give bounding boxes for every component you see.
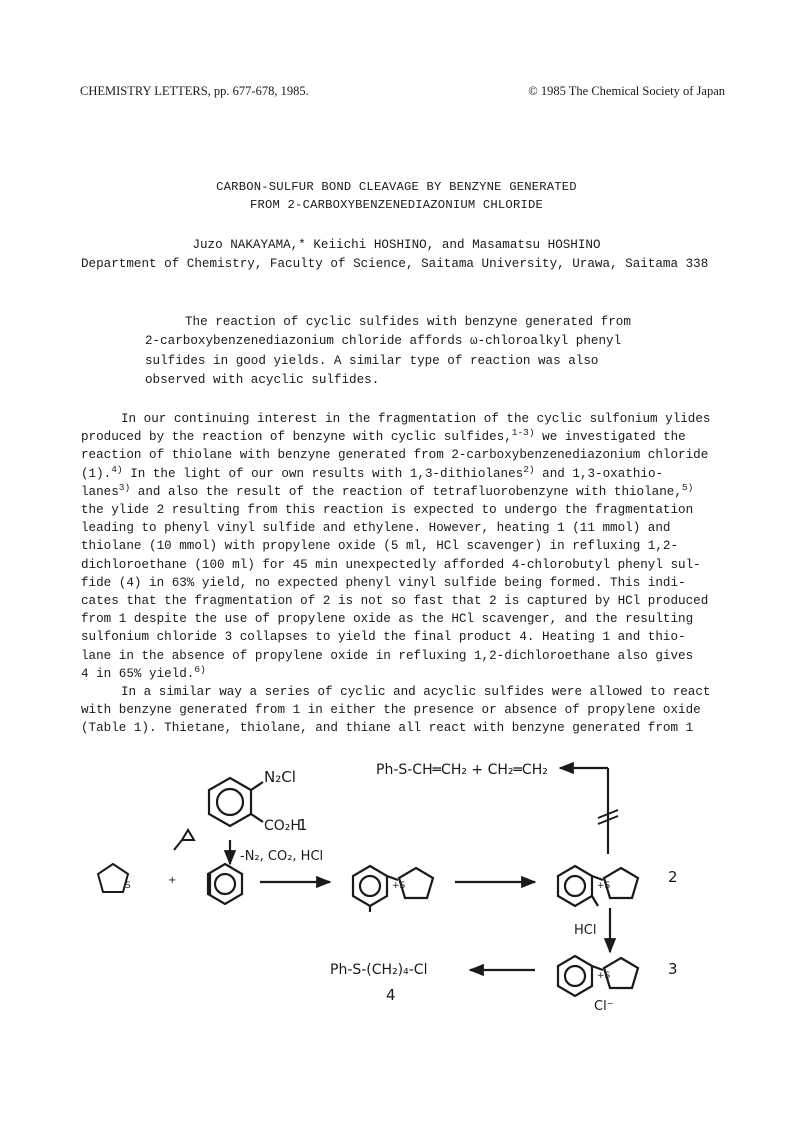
compound-label-2: 2	[668, 868, 678, 886]
abstract-line: observed with acyclic sulfides.	[145, 372, 380, 387]
sulfonium-sulfur: +S	[392, 881, 406, 891]
body-line: 4 in 65% yield.$^{6)}$	[81, 663, 206, 681]
body-line: In our continuing interest in the fragmentation of the cyclic sulfonium ylides	[121, 412, 711, 426]
abstract	[145, 313, 665, 390]
body-line: the ylide 2 resulting from this reaction is expected to undergo the fragmentation	[81, 503, 694, 518]
body-line: In a similar way a series of cyclic and acyclic sulfides were allowed to react	[121, 685, 711, 700]
compound-label-4: 4	[386, 986, 396, 1004]
arrow-conditions: -N₂, CO₂, HCl	[240, 849, 324, 864]
citation-sup: 5)	[681, 481, 694, 493]
body-line: cates that the fragmentation of 2 is not so fast that 2 is captured by HCl produced	[81, 594, 709, 609]
body-line: lane in the absence of propylene oxide in refluxing 1,2-dichloroethane also gives	[81, 648, 694, 663]
reaction-scheme	[80, 752, 730, 1022]
copyright-notice: © 1985 The Chemical Society of Japan	[528, 84, 725, 98]
citation-sup: 2)	[523, 463, 535, 475]
compound-1-benzene-ring	[209, 778, 263, 826]
propylene-oxide-structure	[174, 830, 194, 850]
compound-3-sulfur: +S	[597, 971, 611, 981]
co2h-label: CO₂H	[264, 818, 301, 834]
chloride-ion: Cl⁻	[594, 999, 614, 1014]
thiolane-sulfur: S	[125, 881, 131, 891]
abstract-line: The reaction of cyclic sulfides with benzyne generated from	[185, 315, 631, 329]
body-line: from 1 despite the use of propylene oxide as the HCl scavenger, and the resulting	[81, 612, 694, 627]
body-line: produced by the reaction of benzyne with cyclic sulfides,$^{1-3)}$ we investigated the	[81, 427, 686, 445]
abstract-line: sulfides in good yields. A similar type of reaction was also	[145, 353, 599, 368]
compound-2-sulfur: +S	[597, 881, 611, 891]
body-line: fide (4) in 63% yield, no expected phenyl vinyl sulfide being formed. This indi-	[81, 575, 686, 590]
plus-sign: +	[168, 875, 177, 886]
body-line: reaction of thiolane with benzyne generated from 2-carboxybenzenediazonium chloride	[81, 448, 709, 463]
benzyne-structure	[208, 864, 242, 904]
product-4-formula: Ph-S-(CH₂)₄-Cl	[330, 962, 428, 978]
body-text	[81, 410, 731, 738]
body-line: (Table 1). Thietane, thiolane, and thiane all react with benzyne generated from 1	[81, 721, 694, 736]
affiliation: Department of Chemistry, Faculty of Science, Saitama University, Urawa, Saitama 338	[81, 257, 709, 271]
authors: Juzo NAKAYAMA,* Keiichi HOSHINO, and Masamatsu HOSHINO	[192, 238, 601, 252]
thiolane-structure	[98, 864, 128, 892]
body-line: thiolane (10 mmol) with propylene oxide (5 ml, HCl scavenger) in refluxing 1,2-	[81, 539, 679, 554]
citation-sup: 1-3)	[511, 427, 535, 439]
paper-title-line-2: FROM 2-CARBOXYBENZENEDIAZONIUM CHLORIDE	[249, 198, 544, 212]
body-line: with benzyne generated from 1 in either the presence or absence of propylene oxide	[81, 703, 701, 718]
body-line: dichloroethane (100 ml) for 45 min unexpectedly afforded 4-chlorobutyl phenyl sul-	[81, 557, 701, 572]
n2cl-label: N₂Cl	[264, 768, 296, 786]
citation-sup: 3)	[118, 481, 131, 493]
journal-citation: CHEMISTRY LETTERS, pp. 677-678, 1985.	[80, 84, 309, 98]
expected-products: Ph-S-CH═CH₂ + CH₂═CH₂	[376, 762, 548, 778]
citation-sup: 6)	[194, 663, 206, 675]
hcl-reagent: HCl	[574, 923, 597, 938]
body-line: (1).$^{4)}$ In the light of our own results with 1,3-dithiolanes$^{2)}$ and 1,3-oxathio-	[81, 463, 664, 481]
paper-title-line-1: CARBON-SULFUR BOND CLEAVAGE BY BENZYNE GENERATED	[216, 180, 577, 194]
abstract-line: 2-carboxybenzenediazonium chloride affords ω-chloroalkyl phenyl	[145, 334, 622, 349]
body-line: sulfonium chloride 3 collapses to yield the final product 4. Heating 1 and thio-	[81, 630, 686, 645]
body-line: lanes$^{3)}$ and also the result of the reaction of tetrafluorobenzyne with thiolane,$^{5)}$	[81, 481, 694, 499]
citation-sup: 4)	[111, 463, 123, 475]
compound-label-3: 3	[668, 960, 678, 978]
body-line: leading to phenyl vinyl sulfide and ethylene. However, heating 1 (11 mmol) and	[81, 521, 671, 536]
compound-label-1: 1	[298, 816, 308, 834]
